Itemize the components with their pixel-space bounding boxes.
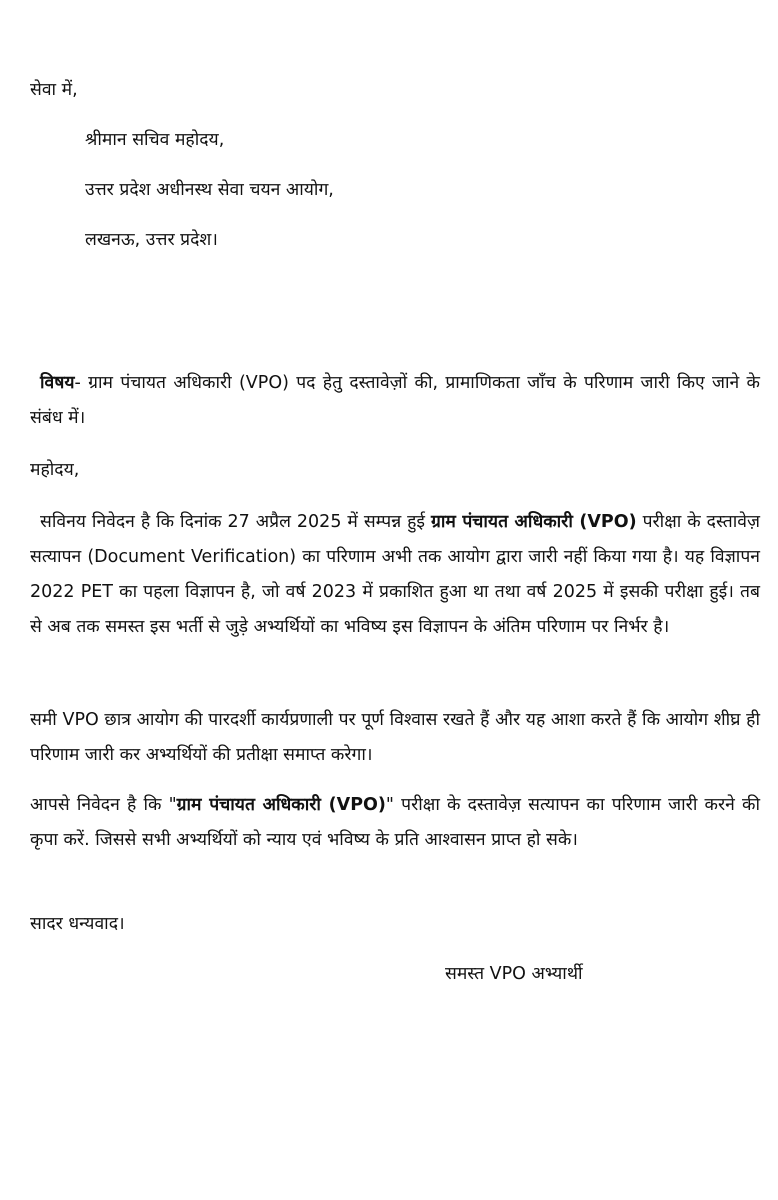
body-paragraph-2: समी VPO छात्र आयोग की पारदर्शी कार्यप्रणाली पर पूर्ण विश्वास रखते हैं और यह आशा करते हैं कि आयोग शीघ्र ही परिणाम जारी कर अभ्यर्थियों की प्रतीक्षा समाप्त करेगा। bbox=[30, 710, 760, 765]
subject-text: - ग्राम पंचायत अधिकारी (VPO) पद हेतु दस्तावेज़ों की, प्रामाणिकता जाँच के परिणाम जारी किए जाने के संबंध में। bbox=[30, 373, 760, 428]
subject-label: विषय bbox=[40, 373, 75, 393]
exam-name-bold: ग्राम पंचायत अधिकारी (VPO) bbox=[176, 795, 386, 815]
greeting: महोदय, bbox=[30, 460, 80, 480]
recipient-city: लखनऊ, उत्तर प्रदेश। bbox=[85, 230, 218, 250]
recipient-organization: उत्तर प्रदेश अधीनस्थ सेवा चयन आयोग, bbox=[85, 180, 334, 200]
subject-line bbox=[30, 366, 760, 436]
salutation-to: सेवा में, bbox=[30, 80, 78, 100]
recipient-title: श्रीमान सचिव महोदय, bbox=[85, 130, 225, 150]
closing: सादर धन्यवाद। bbox=[30, 914, 125, 934]
body-paragraph-1: सविनय निवेदन है कि दिनांक 27 अप्रैल 2025 में सम्पन्न हुई ग्राम पंचायत अधिकारी (VPO) परीक्षा के दस्तावेज़ सत्यापन (Document Verification) का परिणाम अभी तक आयोग द्वारा जारी नहीं किया गया है। यह विज्ञापन 2022 PET का पहला विज्ञापन है, जो वर्ष 2023 में प्रकाशित हुआ था तथा वर्ष 2025 में इसकी परीक्षा हुई। तब से अब तक समस्त इस भर्ती से जुड़े अभ्यर्थियों का भविष्य इस विज्ञापन के अंतिम परिणाम पर निर्भर है। bbox=[30, 512, 760, 637]
exam-name-bold: ग्राम पंचायत अधिकारी (VPO) bbox=[430, 512, 637, 532]
body-paragraph-3: आपसे निवेदन है कि "ग्राम पंचायत अधिकारी (VPO)" परीक्षा के दस्तावेज़ सत्यापन का परिणाम जारी करने की कृपा करें. जिससे सभी अभ्यर्थियों को न्याय एवं भविष्य के प्रति आश्वासन प्राप्त हो सके। bbox=[30, 795, 760, 850]
signature: समस्त VPO अभ्यार्थी bbox=[445, 964, 583, 984]
